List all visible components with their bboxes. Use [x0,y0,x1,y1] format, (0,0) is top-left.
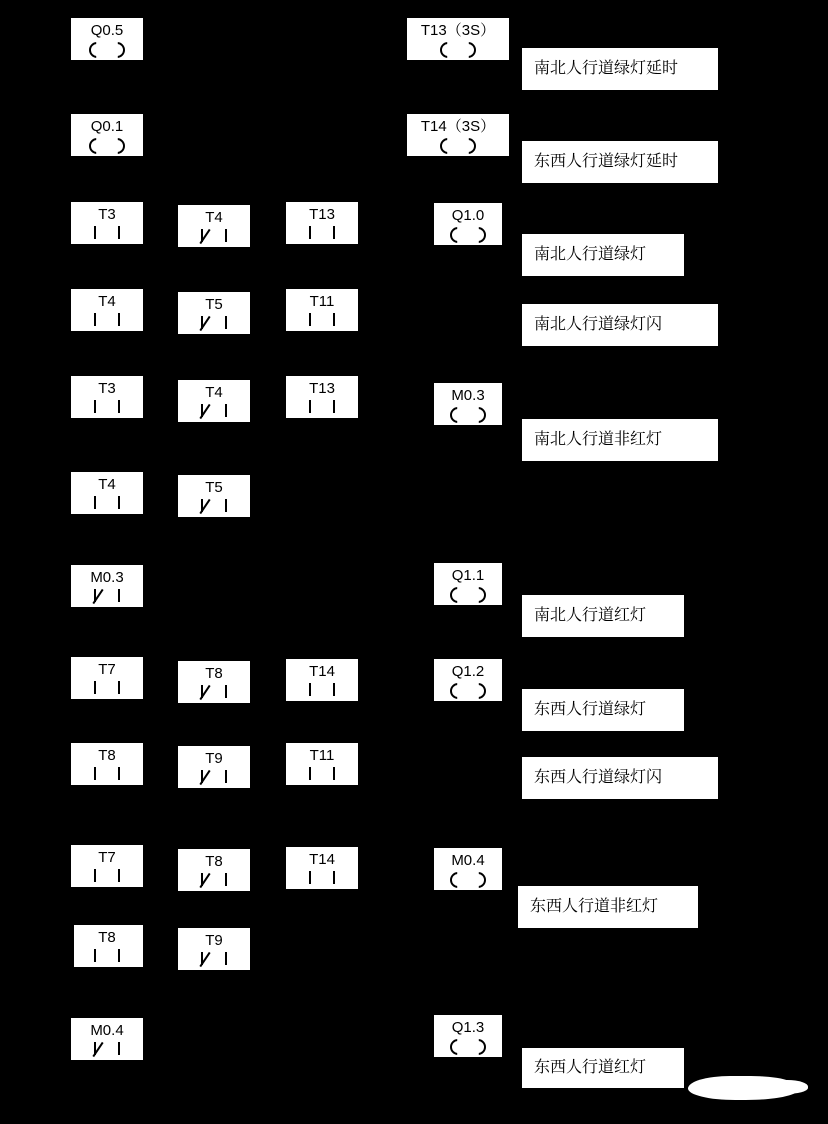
contact-no-symbol [90,313,124,327]
contact-nc-symbol [197,952,231,966]
ladder-node[interactable] [434,1015,502,1057]
contact-nc-symbol [90,589,124,603]
ladder-node[interactable] [71,18,143,60]
coil-symbol [450,587,486,603]
ladder-node[interactable] [434,659,502,701]
contact-nc-symbol [197,873,231,887]
comment-box: 南北人行道绿灯 [522,234,684,276]
ladder-node-label: T4 [98,476,116,493]
ladder-node[interactable] [178,205,250,247]
ladder-node[interactable] [71,565,143,607]
ladder-node-label: T13（3S） [420,22,496,39]
ladder-node-label: M0.4 [90,1022,124,1039]
contact-no-symbol [305,683,339,697]
ladder-node[interactable] [71,376,143,418]
coil-symbol [89,138,125,154]
contact-no-symbol [90,400,124,414]
contact-no-symbol [305,313,339,327]
comment-box: 东西人行道红灯 [522,1048,684,1088]
contact-no-symbol [90,226,124,240]
ladder-node[interactable] [71,289,143,331]
ladder-node-label: T4 [205,209,223,226]
contact-no-symbol [90,949,124,963]
ladder-node-label: Q1.0 [451,207,485,224]
ladder-node-label: T9 [205,932,223,949]
contact-no-symbol [305,871,339,885]
ladder-node[interactable] [71,114,143,156]
ladder-node-label: T4 [205,384,223,401]
coil-symbol [89,42,125,58]
ladder-node[interactable] [286,743,358,785]
ladder-node-label: T13 [309,380,335,397]
ladder-node-label: M0.4 [451,852,485,869]
coil-symbol [450,407,486,423]
comment-box: 南北人行道红灯 [522,595,684,637]
ladder-node[interactable] [434,383,502,425]
coil-symbol [440,42,476,58]
ladder-node-label: Q1.3 [451,1019,485,1036]
contact-no-symbol [90,681,124,695]
ladder-node-label: T11 [309,747,335,764]
ladder-node-label: T7 [98,849,116,866]
coil-symbol [450,683,486,699]
ladder-node-label: M0.3 [451,387,485,404]
ladder-node-label: T8 [98,747,116,764]
power-rail [71,925,74,967]
comment-box: 东西人行道绿灯闪 [522,757,718,799]
contact-no-symbol [305,226,339,240]
ladder-node-label: T8 [205,665,223,682]
ladder-node-label: T3 [98,206,116,223]
contact-nc-symbol [197,499,231,513]
decorative-shape [760,1080,808,1094]
ladder-node-label: T3 [98,380,116,397]
contact-nc-symbol [197,229,231,243]
contact-no-symbol [90,869,124,883]
comment-box: 东西人行道绿灯延时 [522,141,718,183]
ladder-node[interactable] [71,657,143,699]
comment-box: 东西人行道非红灯 [518,886,698,928]
contact-no-symbol [90,767,124,781]
ladder-node[interactable] [71,202,143,244]
ladder-node[interactable] [71,925,143,967]
ladder-node-label: Q0.5 [90,22,124,39]
contact-nc-symbol [197,404,231,418]
ladder-node[interactable] [286,202,358,244]
ladder-node[interactable] [434,848,502,890]
ladder-node[interactable] [286,376,358,418]
coil-symbol [450,872,486,888]
comment-box: 南北人行道非红灯 [522,419,718,461]
ladder-node[interactable] [178,849,250,891]
comment-box: 东西人行道绿灯 [522,689,684,731]
ladder-node-label: T5 [205,479,223,496]
ladder-node-label: Q1.1 [451,567,485,584]
ladder-node-label: T4 [98,293,116,310]
ladder-node[interactable] [178,380,250,422]
ladder-node-label: T14 [309,851,335,868]
ladder-node-label: T5 [205,296,223,313]
ladder-node-label: T8 [205,853,223,870]
contact-no-symbol [305,767,339,781]
ladder-node[interactable] [178,661,250,703]
ladder-node-label: T14（3S） [420,118,496,135]
ladder-node-label: T11 [309,293,335,310]
contact-no-symbol [90,496,124,510]
ladder-node[interactable] [178,292,250,334]
ladder-node[interactable] [178,746,250,788]
ladder-node-label: M0.3 [90,569,124,586]
ladder-node[interactable] [178,475,250,517]
ladder-node[interactable] [286,659,358,701]
ladder-node-label: T7 [98,661,116,678]
ladder-node[interactable] [434,203,502,245]
ladder-node[interactable] [407,18,509,60]
ladder-node-label: T8 [98,929,116,946]
ladder-node[interactable] [178,928,250,970]
contact-nc-symbol [90,1042,124,1056]
ladder-node[interactable] [71,1018,143,1060]
ladder-node[interactable] [286,847,358,889]
contact-no-symbol [305,400,339,414]
ladder-node-label: T13 [309,206,335,223]
contact-nc-symbol [197,316,231,330]
ladder-node-label: T9 [205,750,223,767]
contact-nc-symbol [197,770,231,784]
comment-box: 南北人行道绿灯延时 [522,48,718,90]
ladder-node[interactable] [71,743,143,785]
ladder-node[interactable] [71,472,143,514]
coil-symbol [440,138,476,154]
ladder-node[interactable] [286,289,358,331]
contact-nc-symbol [197,685,231,699]
coil-symbol [450,227,486,243]
ladder-node-label: Q0.1 [90,118,124,135]
ladder-node[interactable] [434,563,502,605]
ladder-node-label: Q1.2 [451,663,485,680]
ladder-node-label: T14 [309,663,335,680]
coil-symbol [450,1039,486,1055]
comment-box: 南北人行道绿灯闪 [522,304,718,346]
ladder-node[interactable] [407,114,509,156]
ladder-node[interactable] [71,845,143,887]
